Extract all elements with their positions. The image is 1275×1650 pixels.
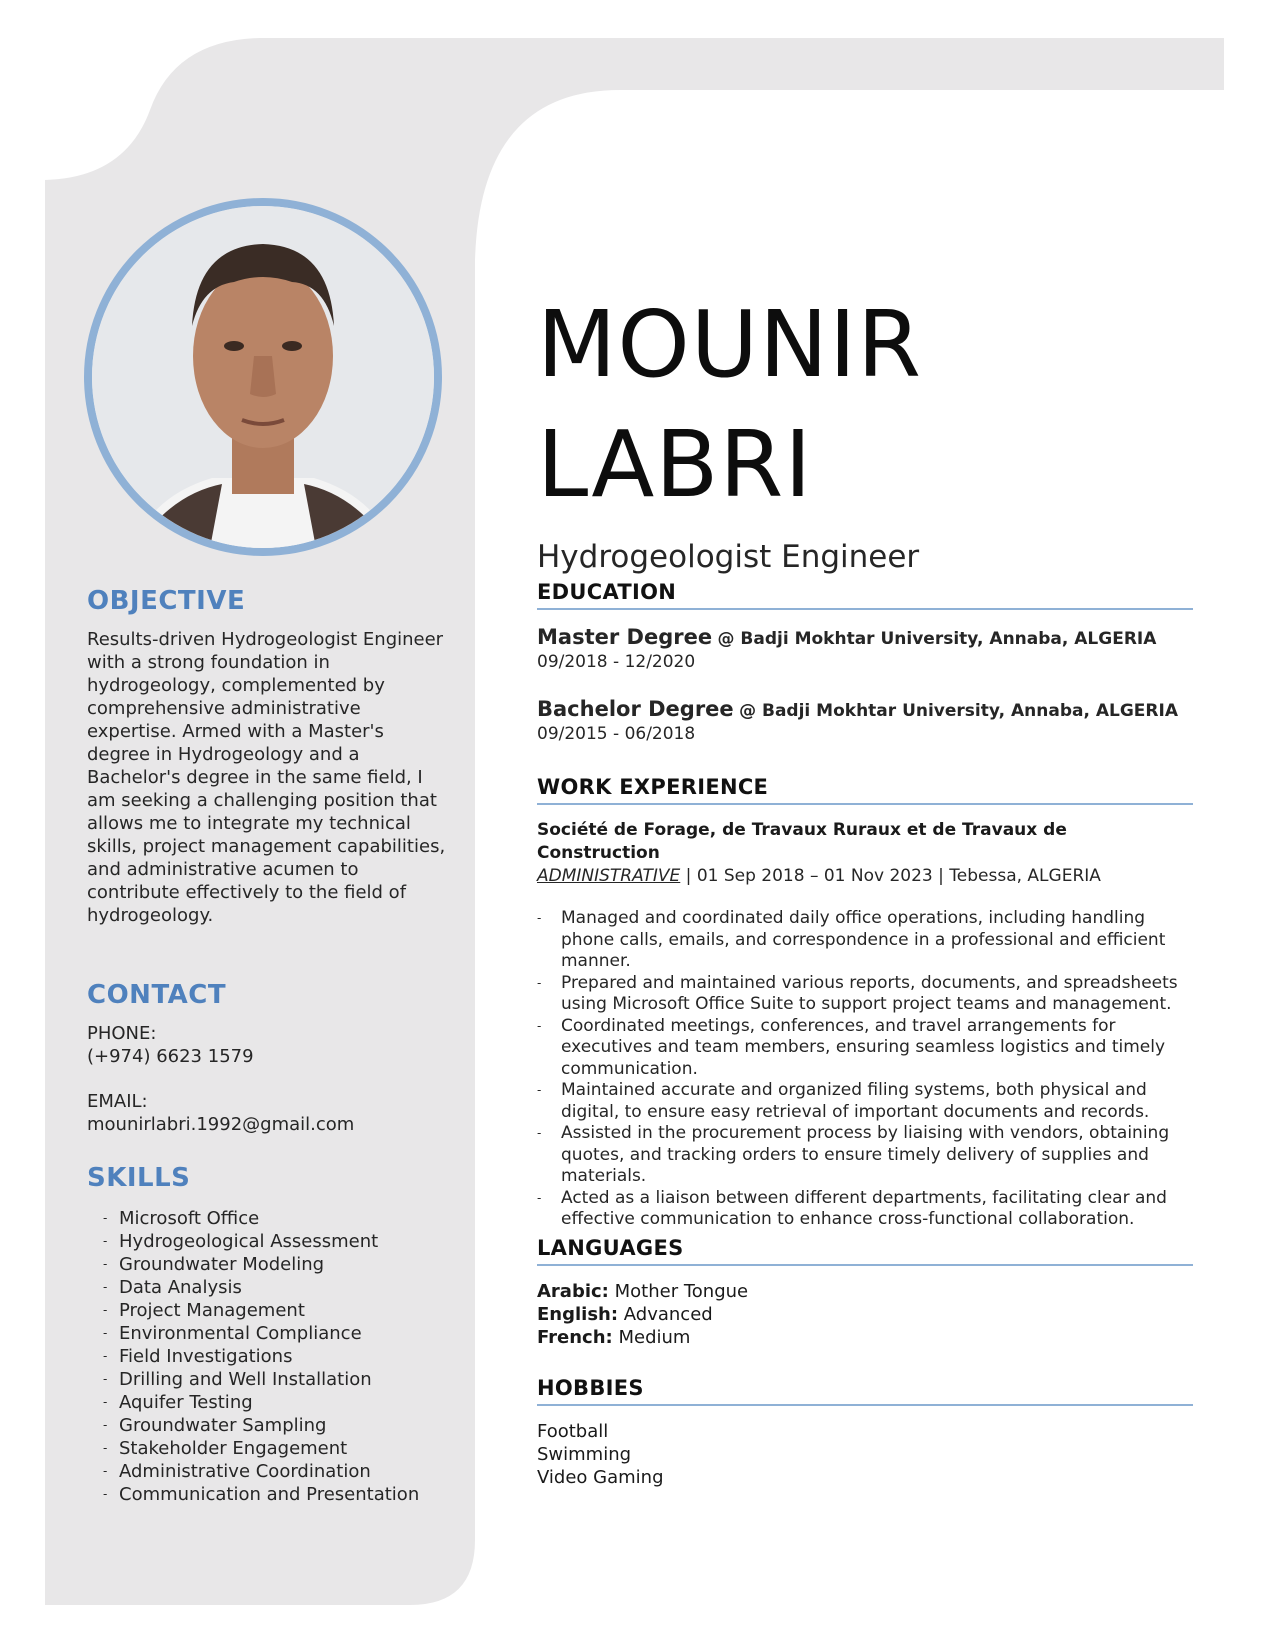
skill-item: - Administrative Coordination: [103, 1460, 447, 1483]
company-name: Société de Forage, de Travaux Ruraux et de Travaux de Construction: [537, 820, 1067, 863]
objective-section: [87, 586, 447, 927]
language-name: Arabic:: [537, 1281, 609, 1302]
skills-list: [87, 1207, 447, 1506]
language-row: [537, 1303, 1193, 1326]
hobbies-list: [537, 1420, 1193, 1489]
skill-item: - Groundwater Modeling: [103, 1253, 447, 1276]
portrait-image: [92, 206, 434, 548]
name-block: [537, 285, 1193, 577]
duty-item: - Prepared and maintained various reports, documents, and spreadsheets using Microsoft Office Suite to support project teams and management.: [561, 973, 1193, 1016]
email-value: mounirlabri.1992@gmail.com: [87, 1114, 355, 1135]
hobby-item: Football: [537, 1421, 609, 1442]
education-section: [537, 580, 1193, 746]
language-level: Medium: [618, 1327, 691, 1348]
languages-heading: LANGUAGES: [537, 1236, 1193, 1266]
phone-value: (+974) 6623 1579: [87, 1046, 254, 1067]
language-row: [537, 1280, 1193, 1303]
language-level: Advanced: [623, 1304, 713, 1325]
skill-item: - Drilling and Well Installation: [103, 1368, 447, 1391]
contact-section: [87, 980, 447, 1158]
education-dates: 09/2015 - 06/2018: [537, 724, 696, 744]
education-item: [537, 698, 1193, 746]
work-heading: WORK EXPERIENCE: [537, 775, 1193, 805]
hobby-item: Swimming: [537, 1444, 632, 1465]
skill-item: - Stakeholder Engagement: [103, 1437, 447, 1460]
skill-item: - Aquifer Testing: [103, 1391, 447, 1414]
duty-item: - Acted as a liaison between different departments, facilitating clear and effective communication to enhance cross-functional collaboration.: [561, 1188, 1193, 1231]
skill-item: - Field Investigations: [103, 1345, 447, 1368]
education-item: [537, 626, 1193, 674]
objective-heading: OBJECTIVE: [87, 586, 246, 616]
first-name: MOUNIR: [537, 291, 923, 398]
languages-section: [537, 1236, 1193, 1349]
email-block: [87, 1090, 447, 1136]
job-role: ADMINISTRATIVE: [537, 866, 681, 886]
language-name: English:: [537, 1304, 619, 1325]
hobbies-heading: HOBBIES: [537, 1376, 1193, 1406]
duty-item: - Coordinated meetings, conferences, and travel arrangements for executives and team members, ensuring seamless logistics and timely communication.: [561, 1016, 1193, 1081]
degree-name: Bachelor Degree: [537, 697, 734, 721]
profile-photo: [84, 198, 442, 556]
job-title: Hydrogeologist Engineer: [537, 539, 920, 575]
hobby-item: Video Gaming: [537, 1467, 664, 1488]
email-label: EMAIL:: [87, 1091, 148, 1112]
objective-text: Results-driven Hydrogeologist Engineer with a strong foundation in hydrogeology, complemented by comprehensive administrative expertise. Armed with a Master's degree in Hydrogeology and a Bachelor's degree in the same field, I am seeking a challenging position that allows me to integrate my technical skills, project management capabilities, and administrative acumen to contribute effectively to the field of hydrogeology.: [87, 629, 446, 926]
skill-item: - Environmental Compliance: [103, 1322, 447, 1345]
skills-section: [87, 1163, 447, 1506]
skill-item: - Hydrogeological Assessment: [103, 1230, 447, 1253]
school-name: @ Badji Mokhtar University, Annaba, ALGERIA: [717, 629, 1157, 649]
skill-item: - Microsoft Office: [103, 1207, 447, 1230]
education-dates: 09/2018 - 12/2020: [537, 652, 696, 672]
duties-list: [537, 908, 1193, 1231]
degree-name: Master Degree: [537, 625, 713, 649]
school-name: @ Badji Mokhtar University, Annaba, ALGERIA: [739, 701, 1178, 721]
skill-item: - Communication and Presentation: [103, 1483, 447, 1506]
duty-item: - Assisted in the procurement process by liaising with vendors, obtaining quotes, and tracking orders to ensure timely delivery of supplies and materials.: [561, 1123, 1193, 1188]
language-row: [537, 1326, 1193, 1349]
phone-label: PHONE:: [87, 1023, 157, 1044]
education-heading: EDUCATION: [537, 580, 1193, 610]
hobbies-section: [537, 1376, 1193, 1489]
language-name: French:: [537, 1327, 613, 1348]
skill-item: - Groundwater Sampling: [103, 1414, 447, 1437]
language-level: Mother Tongue: [614, 1281, 749, 1302]
work-section: [537, 775, 1193, 1231]
duty-item: - Managed and coordinated daily office operations, including handling phone calls, emails, and correspondence in a professional and efficient manner.: [561, 908, 1193, 973]
job-details: | 01 Sep 2018 – 01 Nov 2023 | Tebessa, ALGERIA: [680, 866, 1101, 886]
last-name: LABRI: [537, 411, 813, 518]
contact-heading: CONTACT: [87, 980, 227, 1010]
job-meta: [537, 865, 1193, 888]
skill-item: - Project Management: [103, 1299, 447, 1322]
phone-block: [87, 1022, 447, 1068]
duty-item: - Maintained accurate and organized filing systems, both physical and digital, to ensure easy retrieval of important documents and records.: [561, 1080, 1193, 1123]
skills-heading: SKILLS: [87, 1163, 191, 1193]
languages-list: [537, 1280, 1193, 1349]
skill-item: - Data Analysis: [103, 1276, 447, 1299]
